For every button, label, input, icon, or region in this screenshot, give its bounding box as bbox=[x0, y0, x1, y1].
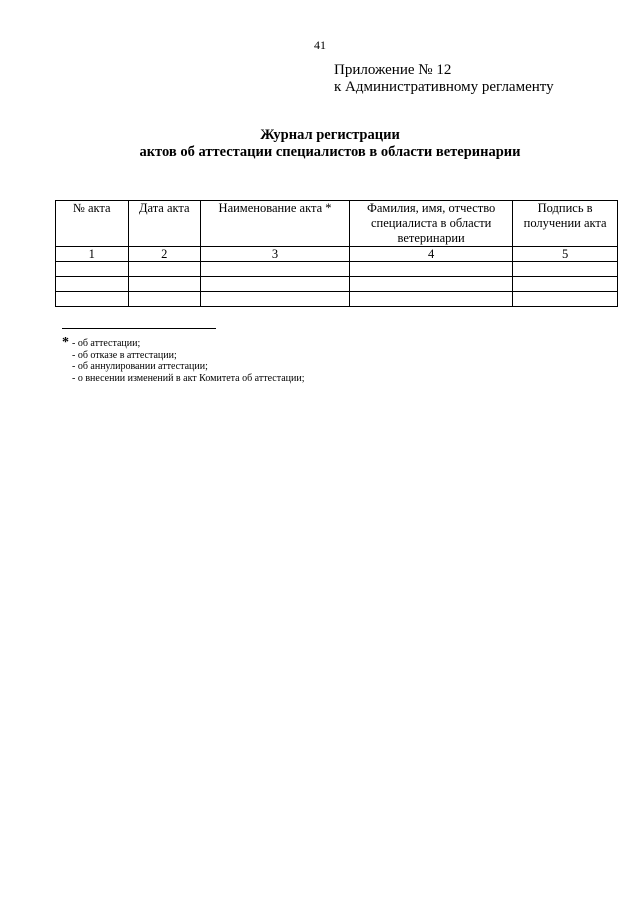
appendix-reference: к Административному регламенту bbox=[334, 79, 554, 95]
header-act-number: № акта bbox=[56, 201, 129, 247]
table-cell[interactable] bbox=[513, 292, 618, 307]
journal-title bbox=[0, 127, 640, 161]
table-cell[interactable] bbox=[513, 262, 618, 277]
column-number: 4 bbox=[350, 247, 513, 262]
page-number: 41 bbox=[314, 38, 326, 52]
table-row bbox=[56, 292, 618, 307]
column-number-row bbox=[56, 247, 618, 262]
table-row bbox=[56, 277, 618, 292]
footnote-divider bbox=[62, 328, 216, 329]
table-row bbox=[56, 262, 618, 277]
appendix-caption bbox=[334, 62, 554, 96]
table-cell[interactable] bbox=[350, 262, 513, 277]
footnote-item: - об аттестации; bbox=[72, 338, 141, 349]
table-cell[interactable] bbox=[128, 277, 201, 292]
column-number: 1 bbox=[56, 247, 129, 262]
header-specialist-name: Фамилия, имя, отчество специалиста в области ветеринарии bbox=[350, 201, 513, 247]
table-cell[interactable] bbox=[128, 262, 201, 277]
header-signature: Подпись в получении акта bbox=[513, 201, 618, 247]
footnote-item: - о внесении изменений в акт Комитета об аттестации; bbox=[72, 372, 305, 384]
table-cell[interactable] bbox=[513, 277, 618, 292]
footnotes bbox=[62, 335, 305, 384]
header-act-name: Наименование акта * bbox=[201, 201, 350, 247]
table-cell[interactable] bbox=[56, 292, 129, 307]
footnote-item: - об отказе в аттестации; bbox=[72, 349, 177, 361]
journal-title-line2: актов об аттестации специалистов в области ветеринарии bbox=[139, 144, 521, 160]
column-number: 2 bbox=[128, 247, 201, 262]
header-act-date: Дата акта bbox=[128, 201, 201, 247]
table-cell[interactable] bbox=[201, 277, 350, 292]
table-cell[interactable] bbox=[56, 262, 129, 277]
footnote-item: - об аннулировании аттестации; bbox=[72, 361, 208, 373]
footnote-marker: * bbox=[62, 335, 69, 350]
table-cell[interactable] bbox=[350, 292, 513, 307]
table-header-row bbox=[56, 201, 618, 247]
column-number: 3 bbox=[201, 247, 350, 262]
table-cell[interactable] bbox=[128, 292, 201, 307]
column-number: 5 bbox=[513, 247, 618, 262]
table-cell[interactable] bbox=[56, 277, 129, 292]
table-cell[interactable] bbox=[201, 262, 350, 277]
journal-title-line1: Журнал регистрации bbox=[260, 127, 400, 143]
journal-table bbox=[55, 200, 618, 307]
table-cell[interactable] bbox=[201, 292, 350, 307]
table-cell[interactable] bbox=[350, 277, 513, 292]
appendix-number: Приложение № 12 bbox=[334, 62, 452, 78]
